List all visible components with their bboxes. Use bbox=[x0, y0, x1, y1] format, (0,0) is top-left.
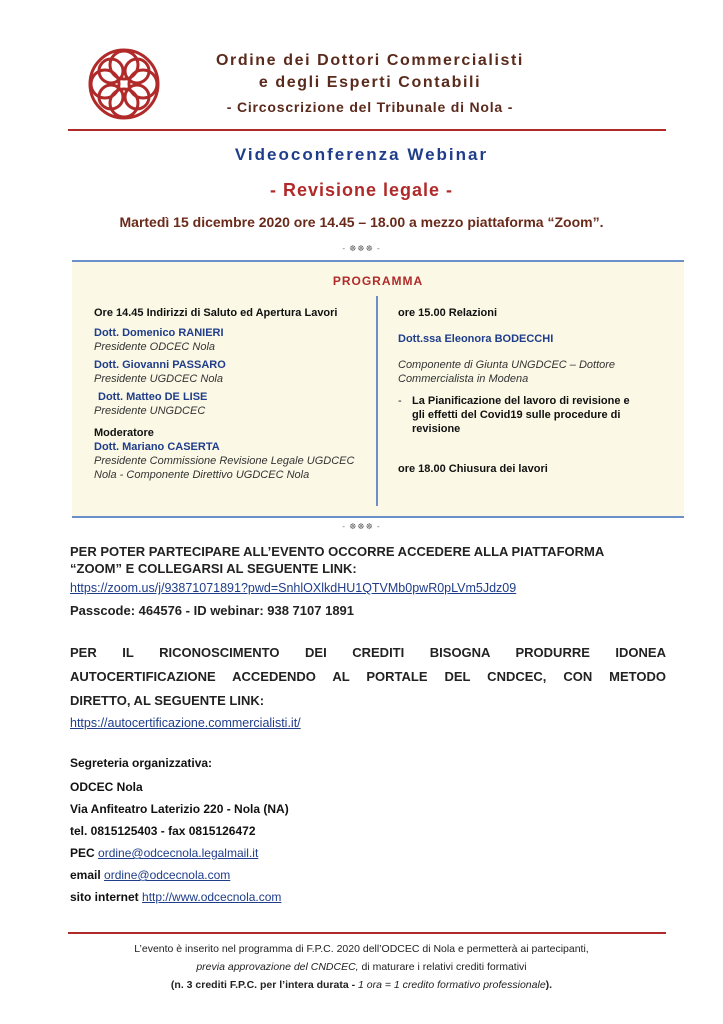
opening-time: Ore 14.45 Indirizzi di Saluto ed Apertura Lavori bbox=[94, 307, 338, 319]
autocertificazione-link[interactable]: https://autocertificazione.commercialisti.it/ bbox=[70, 716, 301, 730]
org-name-line2: e degli Esperti Contabili bbox=[258, 74, 482, 91]
program-right-column bbox=[398, 306, 670, 476]
speaker-name: Dott. Domenico RANIERI bbox=[94, 327, 224, 339]
separator-ornament: - ☸☸☸ - bbox=[342, 244, 381, 253]
credits-link-row bbox=[70, 715, 670, 730]
zoom-instr-line: PER POTER PARTECIPARE ALL’EVENTO OCCORRE ACCEDERE ALLA PIATTAFORMA bbox=[70, 544, 605, 559]
moderator-label: Moderatore bbox=[94, 427, 154, 439]
moderator-name: Dott. Mariano CASERTA bbox=[94, 441, 220, 453]
speaker-name: Dott. Giovanni PASSARO bbox=[94, 359, 226, 371]
bullet-dash-icon: - bbox=[398, 395, 402, 407]
footer-line: L’evento è inserito nel programma di F.P.C. 2020 dell’ODCEC di Nola e permetterà ai partecipanti, bbox=[134, 943, 589, 955]
footer-bold: (n. 3 crediti F.P.C. per l’intera durata - bbox=[170, 979, 359, 991]
program-left-column bbox=[94, 306, 374, 482]
zoom-link[interactable]: https://zoom.us/j/93871071891?pwd=SnhlOXlkdHU1QTVMb0pwR0pLVm5Jdz09 bbox=[70, 581, 517, 595]
office-name: ODCEC Nola bbox=[70, 780, 143, 794]
closing-time: ore 18.00 Chiusura dei lavori bbox=[398, 463, 548, 475]
site-row bbox=[70, 886, 289, 908]
zoom-link-row bbox=[70, 580, 670, 595]
credits-instr-line: AUTOCERTIFICAZIONE ACCEDENDO AL PORTALE DEL CNDCEC, CON METODO bbox=[70, 669, 666, 684]
email-label: email bbox=[70, 868, 101, 882]
email-link[interactable]: ordine@odcecnola.com bbox=[104, 868, 231, 882]
moderator-role: Presidente Commissione Revisione Legale UGDCEC bbox=[94, 455, 355, 467]
speaker-role: Presidente ODCEC Nola bbox=[94, 341, 216, 353]
contacts-block bbox=[70, 776, 289, 908]
passcode: Passcode: 464576 - ID webinar: 938 7107 1891 bbox=[70, 603, 355, 618]
odcec-logo-icon bbox=[84, 44, 164, 124]
footer-bold: ). bbox=[545, 979, 553, 991]
topic-line: La Pianificazione del lavoro di revisione e bbox=[412, 395, 630, 407]
speaker-role: Presidente UNGDCEC bbox=[94, 405, 206, 417]
footer-line bbox=[0, 958, 723, 976]
program-column-divider bbox=[376, 296, 378, 506]
footer-line bbox=[0, 976, 723, 994]
footer-divider bbox=[68, 932, 666, 934]
org-circoscrizione: - Circoscrizione del Tribunale di Nola - bbox=[226, 99, 514, 115]
speaker-role: Presidente UGDCEC Nola bbox=[94, 373, 223, 385]
topic-line: revisione bbox=[412, 423, 461, 435]
footer-text: di maturare i relativi crediti formativi bbox=[358, 961, 527, 973]
site-link[interactable]: http://www.odcecnola.com bbox=[142, 890, 282, 904]
relatore-role: Commercialista in Modena bbox=[398, 373, 529, 385]
talk-topic bbox=[398, 394, 670, 436]
footer-italic: previa approvazione del CNDCEC, bbox=[196, 961, 359, 973]
relazioni-time: ore 15.00 Relazioni bbox=[398, 307, 498, 319]
relatore-role: Componente di Giunta UNGDCEC – Dottore bbox=[398, 359, 616, 371]
event-date: Martedì 15 dicembre 2020 ore 14.45 – 18.00 a mezzo piattaforma “Zoom”. bbox=[119, 214, 604, 230]
pec-link[interactable]: ordine@odcecnola.legalmail.it bbox=[98, 846, 259, 860]
relatore-name: Dott.ssa Eleonora BODECCHI bbox=[398, 333, 554, 345]
org-name-line1: Ordine dei Dottori Commercialisti bbox=[216, 52, 524, 69]
credits-instr-line: PER IL RICONOSCIMENTO DEI CREDITI BISOGNA PRODURRE IDONEA bbox=[70, 645, 666, 660]
segreteria-label: Segreteria organizzativa: bbox=[70, 756, 213, 770]
email-row bbox=[70, 864, 289, 886]
moderator-role: Nola - Componente Direttivo UGDCEC Nola bbox=[94, 469, 310, 481]
footer-note bbox=[0, 940, 723, 994]
header-divider bbox=[68, 129, 666, 131]
event-subject: - Revisione legale - bbox=[269, 180, 454, 200]
speaker-name: Dott. Matteo DE LISE bbox=[98, 391, 208, 403]
program-title: PROGRAMMA bbox=[332, 274, 424, 288]
pec-row bbox=[70, 842, 289, 864]
topic-line: gli effetti del Covid19 sulle procedure di bbox=[412, 409, 621, 421]
credits-instructions bbox=[70, 641, 666, 689]
zoom-instr-line: “ZOOM” E COLLEGARSI AL SEGUENTE LINK: bbox=[70, 561, 357, 576]
footer-italic: 1 ora = 1 credito formativo professionale bbox=[358, 979, 546, 991]
organization-heading bbox=[184, 50, 556, 118]
zoom-instructions bbox=[70, 543, 670, 577]
pec-label: PEC bbox=[70, 846, 95, 860]
separator-ornament: - ☸☸☸ - bbox=[342, 522, 381, 531]
site-label: sito internet bbox=[70, 890, 139, 904]
office-phone: tel. 0815125403 - fax 0815126472 bbox=[70, 824, 256, 838]
program-box bbox=[72, 260, 684, 518]
office-address: Via Anfiteatro Laterizio 220 - Nola (NA) bbox=[70, 802, 289, 816]
event-title: Videoconferenza Webinar bbox=[234, 145, 489, 164]
credits-instr-line: DIRETTO, AL SEGUENTE LINK: bbox=[70, 693, 265, 708]
